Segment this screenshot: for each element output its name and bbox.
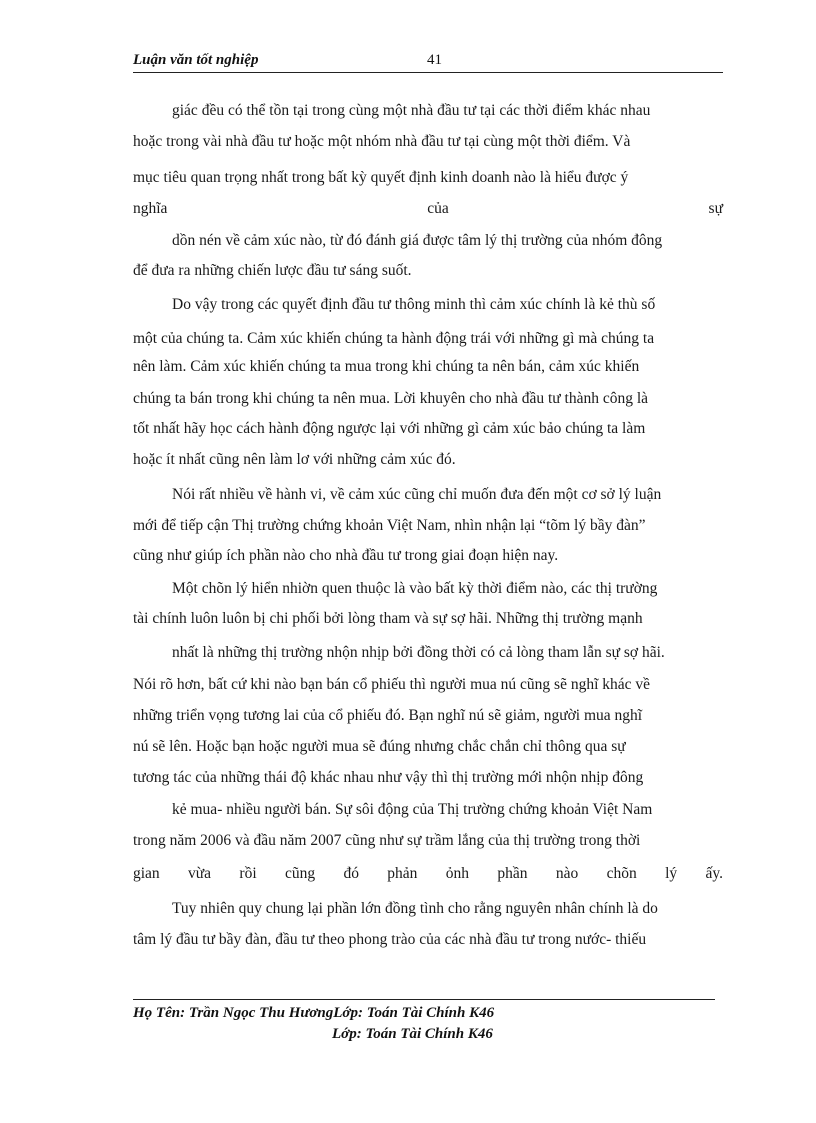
text-line: Một chõn lý hiển nhiờn quen thuộc là vào bất kỳ thời điểm nào, các thị trường <box>172 580 658 597</box>
word: ỏnh <box>445 865 470 882</box>
text-line: những triển vọng tương lai của cổ phiếu đó. Bạn nghĩ nú sẽ giảm, người mua nghĩ <box>133 707 643 724</box>
word: lý <box>665 865 678 882</box>
text-line <box>133 199 723 219</box>
text-line: một của chúng ta. Cảm xúc khiến chúng ta hành động trái với những gì mà chúng ta <box>133 330 655 347</box>
text-line: Do vậy trong các quyết định đầu tư thông minh thì cảm xúc chính là kẻ thù số <box>172 296 656 313</box>
text-line: nú sẽ lên. Hoặc bạn hoặc người mua sẽ đúng nhưng chắc chắn chỉ thông qua sự <box>133 738 626 755</box>
text-line: Nói rõ hơn, bất cứ khi nào bạn bán cổ phiếu thì người mua nú cũng sẽ nghĩ khác về <box>133 676 651 693</box>
word: rồi <box>239 865 257 882</box>
text-line: trong năm 2006 và đầu năm 2007 cũng như sự trầm lắng của thị trường trong thời <box>133 832 641 849</box>
text-line: để đưa ra những chiến lược đầu tư sáng suốt. <box>133 262 412 279</box>
word: nào <box>555 865 579 882</box>
text-line: chúng ta bán trong khi chúng ta nên mua. Lời khuyên cho nhà đầu tư thành công là <box>133 390 649 407</box>
header-title: Luận văn tốt nghiệp <box>133 52 259 68</box>
word: chõn <box>606 865 637 882</box>
word: phần <box>497 865 528 882</box>
word: nghĩa <box>133 200 168 217</box>
text-line: nhất là những thị trường nhộn nhịp bởi đồng thời có cả lòng tham lẫn sự sợ hãi. <box>172 644 665 661</box>
text-line: tốt nhất hãy học cách hành động ngược lại với những gì cảm xúc bảo chúng ta làm <box>133 420 646 437</box>
text-line: nên làm. Cảm xúc khiến chúng ta mua trong khi chúng ta nên bán, cảm xúc khiến <box>133 358 640 375</box>
footer-author: Họ Tên: Trần Ngọc Thu HươngLớp: Toán Tài Chính K46 <box>133 1005 495 1021</box>
word: đó <box>343 865 359 882</box>
word: ấy. <box>705 865 723 882</box>
text-line: tâm lý đầu tư bầy đàn, đầu tư theo phong trào của các nhà đầu tư trong nước- thiếu <box>133 931 647 948</box>
text-line <box>133 864 723 884</box>
text-line: hoặc ít nhất cũng nên làm lơ với những cảm xúc đó. <box>133 451 456 468</box>
text-line: tương tác của những thái độ khác nhau như vậy thì thị trường mới nhộn nhịp đông <box>133 769 644 786</box>
word: gian <box>133 865 160 882</box>
word: phản <box>387 865 418 882</box>
word: sự <box>708 200 723 217</box>
text-line: mới để tiếp cận Thị trường chứng khoản Việt Nam, nhìn nhận lại “tõm lý bầy đàn” <box>133 517 646 534</box>
text-line: hoặc trong vài nhà đầu tư hoặc một nhóm nhà đầu tư tại cùng một thời điểm. Và <box>133 133 631 150</box>
text-line: tài chính luôn luôn bị chi phối bởi lòng tham và sự sợ hãi. Những thị trường mạnh <box>133 610 643 627</box>
page-number: 41 <box>427 52 442 68</box>
text-line: dồn nén về cảm xúc nào, từ đó đánh giá được tâm lý thị trường của nhóm đông <box>172 232 663 249</box>
footer-rule <box>133 999 715 1000</box>
word: vừa <box>188 865 212 882</box>
footer-class: Lớp: Toán Tài Chính K46 <box>332 1026 493 1042</box>
text-line: giác đều có thể tồn tại trong cùng một nhà đầu tư tại các thời điểm khác nhau <box>172 102 651 119</box>
text-line: kẻ mua- nhiều người bán. Sự sôi động của Thị trường chứng khoản Việt Nam <box>172 801 653 818</box>
text-line: cũng như giúp ích phần nào cho nhà đầu tư trong giai đoạn hiện nay. <box>133 547 559 564</box>
text-line: Tuy nhiên quy chung lại phần lớn đồng tình cho rằng nguyên nhân chính là do <box>172 900 658 917</box>
text-line: Nói rất nhiều về hành vi, về cảm xúc cũng chỉ muốn đưa đến một cơ sở lý luận <box>172 486 662 503</box>
word: của <box>427 200 449 217</box>
text-line: mục tiêu quan trọng nhất trong bất kỳ quyết định kinh doanh nào là hiểu được ý <box>133 169 629 186</box>
word: cũng <box>284 865 316 882</box>
